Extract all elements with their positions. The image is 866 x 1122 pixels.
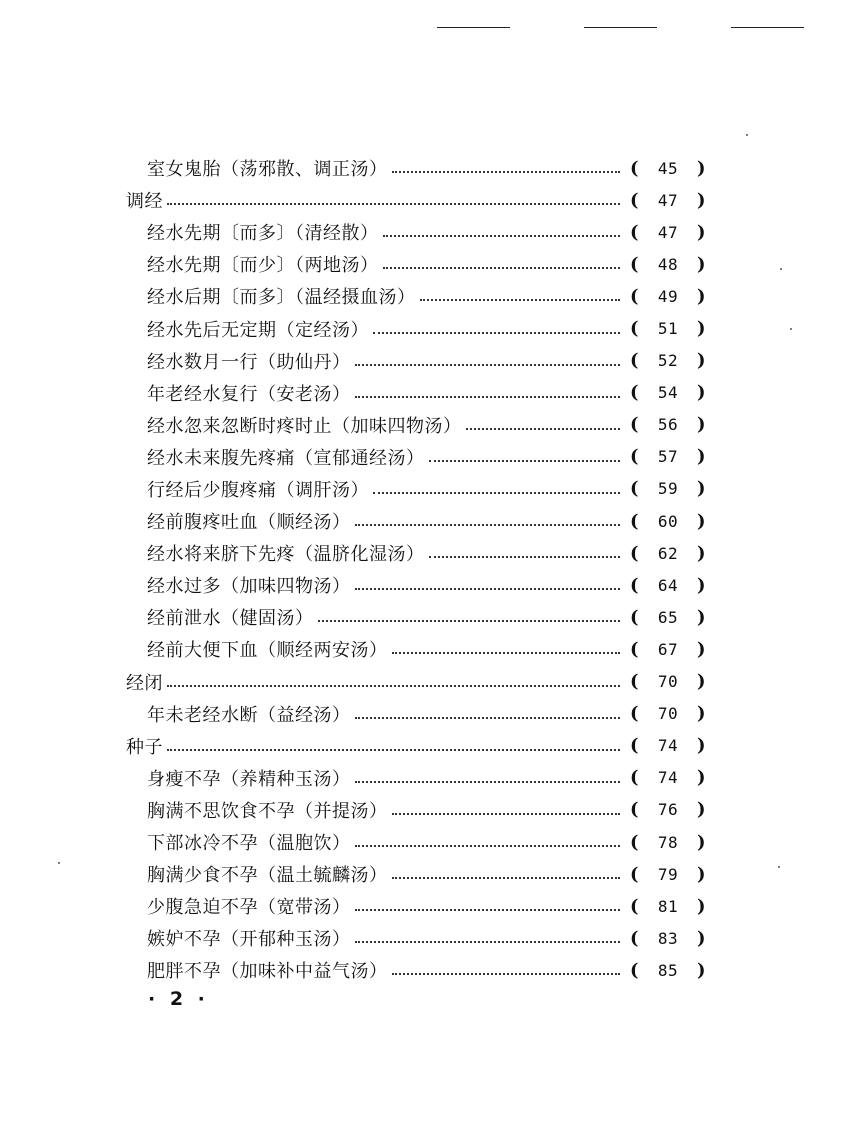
entry-title: 经前腹疼吐血（顺经汤）: [147, 512, 351, 534]
entry-page-number: ( 47 ): [630, 189, 706, 211]
entry-title: 经水先期〔而少〕（两地汤）: [147, 255, 379, 277]
entry-title: 经水忽来忽断时疼时止（加味四物汤）: [147, 415, 462, 437]
toc-entry: [126, 505, 706, 537]
page-value: 70: [657, 672, 679, 692]
dot-leader: [392, 652, 621, 654]
dot-leader: [355, 588, 621, 590]
page-value: 47: [657, 190, 679, 210]
toc-entry: [126, 633, 706, 665]
dot-leader: [392, 813, 621, 815]
entry-title: 经闭: [126, 672, 163, 694]
page-value: 78: [657, 832, 679, 852]
toc-entry: [126, 698, 706, 730]
page-value: 52: [657, 351, 679, 371]
page-value: 60: [657, 511, 679, 531]
entry-title: 下部冰冷不孕（温胞饮）: [147, 833, 351, 855]
dot-leader: [167, 749, 620, 751]
entry-title: 经水先后无定期（定经汤）: [147, 319, 369, 341]
page-value: 51: [657, 319, 679, 339]
entry-page-number: ( 67 ): [630, 638, 706, 660]
page-value: 74: [657, 768, 679, 788]
entry-page-number: ( 78 ): [630, 831, 706, 853]
entry-page-number: ( 60 ): [630, 510, 706, 532]
scan-speck: [790, 328, 792, 330]
dot-leader: [355, 717, 621, 719]
page-value: 70: [657, 704, 679, 724]
page-value: 45: [657, 158, 679, 178]
table-of-contents: [126, 152, 706, 986]
toc-entry: [126, 858, 706, 890]
page-value: 47: [657, 222, 679, 242]
dot-leader: [429, 460, 621, 462]
entry-page-number: ( 65 ): [630, 606, 706, 628]
dot-leader: [355, 364, 621, 366]
entry-title: 经前大便下血（顺经两安汤）: [147, 640, 388, 662]
toc-entry: [126, 890, 706, 922]
toc-entry: [126, 473, 706, 505]
page-value: 76: [657, 800, 679, 820]
entry-page-number: ( 70 ): [630, 703, 706, 725]
toc-section-heading: [126, 730, 706, 762]
page-value: 67: [657, 639, 679, 659]
toc-section-heading: [126, 184, 706, 216]
page-value: 85: [657, 960, 679, 980]
dot-leader: [355, 524, 621, 526]
entry-title: 肥胖不孕（加味补中益气汤）: [147, 961, 388, 983]
page-value: 62: [657, 543, 679, 563]
dot-leader: [167, 685, 620, 687]
entry-page-number: ( 76 ): [630, 799, 706, 821]
entry-title: 经水将来脐下先疼（温脐化湿汤）: [147, 544, 425, 566]
entry-page-number: ( 62 ): [630, 542, 706, 564]
dot-leader: [355, 909, 621, 911]
toc-entry: [126, 377, 706, 409]
entry-page-number: ( 79 ): [630, 863, 706, 885]
dot-leader: [373, 332, 620, 334]
dot-leader: [429, 556, 621, 558]
page-value: 74: [657, 736, 679, 756]
entry-title: 嫉妒不孕（开郁种玉汤）: [147, 929, 351, 951]
entry-page-number: ( 52 ): [630, 350, 706, 372]
toc-entry: [126, 152, 706, 184]
entry-page-number: ( 85 ): [630, 959, 706, 981]
toc-entry: [126, 248, 706, 280]
dot-leader: [392, 171, 621, 173]
entry-title: 经水过多（加味四物汤）: [147, 576, 351, 598]
toc-entry: [126, 280, 706, 312]
entry-title: 年未老经水断（益经汤）: [147, 704, 351, 726]
dot-leader: [373, 492, 620, 494]
page-value: 48: [657, 254, 679, 274]
page-value: 56: [657, 415, 679, 435]
dot-leader: [392, 973, 621, 975]
dot-leader: [355, 845, 621, 847]
entry-page-number: ( 45 ): [630, 157, 706, 179]
dot-leader: [318, 620, 621, 622]
dot-leader: [355, 396, 621, 398]
entry-title: 经水未来腹先疼痛（宣郁通经汤）: [147, 447, 425, 469]
entry-title: 调经: [126, 191, 163, 213]
scan-speck: [746, 134, 748, 136]
page-value: 64: [657, 575, 679, 595]
scan-speck: [780, 268, 782, 270]
page-number: · 2 ·: [148, 988, 209, 1010]
top-rule: [437, 27, 510, 28]
dot-leader: [466, 428, 621, 430]
entry-page-number: ( 81 ): [630, 895, 706, 917]
page-value: 59: [657, 479, 679, 499]
entry-title: 身瘦不孕（养精种玉汤）: [147, 768, 351, 790]
toc-entry: [126, 345, 706, 377]
page-value: 54: [657, 383, 679, 403]
toc-entry: [126, 409, 706, 441]
dot-leader: [355, 781, 621, 783]
entry-page-number: ( 59 ): [630, 478, 706, 500]
page-value: 81: [657, 896, 679, 916]
dot-leader: [355, 941, 621, 943]
toc-entry: [126, 762, 706, 794]
entry-page-number: ( 56 ): [630, 414, 706, 436]
scan-speck: [58, 862, 60, 864]
toc-entry: [126, 441, 706, 473]
toc-entry: [126, 794, 706, 826]
entry-page-number: ( 51 ): [630, 318, 706, 340]
entry-title: 经水数月一行（助仙丹）: [147, 351, 351, 373]
entry-title: 胸满少食不孕（温土毓麟汤）: [147, 865, 388, 887]
entry-title: 胸满不思饮食不孕（并提汤）: [147, 800, 388, 822]
top-rule: [731, 27, 804, 28]
entry-title: 年老经水复行（安老汤）: [147, 383, 351, 405]
page-value: 65: [657, 607, 679, 627]
entry-title: 少腹急迫不孕（宽带汤）: [147, 897, 351, 919]
entry-title: 经水先期〔而多〕（清经散）: [147, 223, 379, 245]
scan-speck: [778, 866, 780, 868]
toc-entry: [126, 826, 706, 858]
entry-page-number: ( 70 ): [630, 671, 706, 693]
toc-entry: [126, 312, 706, 344]
dot-leader: [383, 267, 621, 269]
entry-page-number: ( 74 ): [630, 735, 706, 757]
toc-entry: [126, 216, 706, 248]
entry-title: 种子: [126, 736, 163, 758]
entry-title: 行经后少腹疼痛（调肝汤）: [147, 479, 369, 501]
entry-page-number: ( 57 ): [630, 446, 706, 468]
entry-page-number: ( 54 ): [630, 382, 706, 404]
entry-title: 经前泄水（健固汤）: [147, 608, 314, 630]
dot-leader: [420, 299, 621, 301]
page-value: 79: [657, 864, 679, 884]
entry-page-number: ( 49 ): [630, 285, 706, 307]
entry-page-number: ( 47 ): [630, 221, 706, 243]
entry-page-number: ( 83 ): [630, 927, 706, 949]
top-rule: [584, 27, 657, 28]
page-value: 57: [657, 447, 679, 467]
toc-entry: [126, 569, 706, 601]
entry-title: 室女鬼胎（荡邪散、调正汤）: [147, 159, 388, 181]
dot-leader: [167, 203, 620, 205]
toc-entry: [126, 922, 706, 954]
page-value: 83: [657, 928, 679, 948]
entry-title: 经水后期〔而多〕（温经摄血汤）: [147, 287, 416, 309]
entry-page-number: ( 64 ): [630, 574, 706, 596]
toc-entry: [126, 954, 706, 986]
dot-leader: [383, 235, 621, 237]
page-value: 49: [657, 286, 679, 306]
toc-entry: [126, 601, 706, 633]
dot-leader: [392, 877, 621, 879]
toc-section-heading: [126, 666, 706, 698]
entry-page-number: ( 48 ): [630, 253, 706, 275]
entry-page-number: ( 74 ): [630, 767, 706, 789]
toc-entry: [126, 537, 706, 569]
